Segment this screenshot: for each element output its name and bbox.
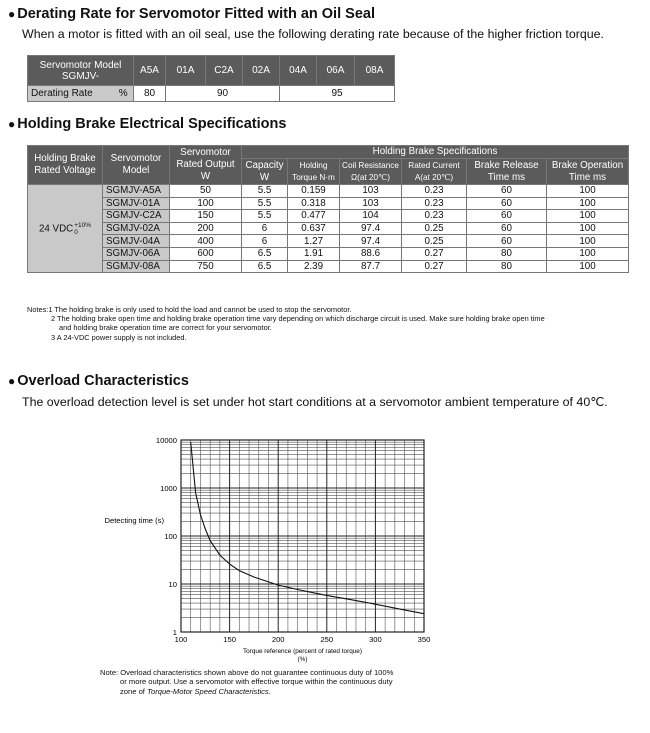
overload-title-text: Overload Characteristics (17, 373, 189, 389)
derating-header-line2: SGMJV- (61, 70, 100, 82)
table-cell: 2.39 (288, 260, 340, 273)
table-cell: SGMJV-08A (103, 260, 170, 273)
table-cell: 0.23 (402, 185, 467, 198)
derating-subtitle: When a motor is fitted with an oil seal, use the following derating rate because of the higher friction torque. (22, 27, 604, 41)
header-line: Ω(at 20℃) (351, 172, 390, 182)
header-line: Servomotor (180, 147, 231, 158)
table-cell: 60 (467, 235, 547, 248)
table-cell: 87.7 (340, 260, 402, 273)
derating-header-line1: Servomotor Model (39, 59, 122, 71)
header-line: Capacity (245, 159, 284, 171)
brake-notes (27, 305, 545, 342)
table-cell: 100 (547, 210, 629, 223)
table-row (28, 235, 629, 248)
header-voltage (28, 146, 103, 185)
table-cell: 0.23 (402, 210, 467, 223)
table-row (28, 185, 629, 198)
derating-row-label: Derating Rate (28, 86, 114, 102)
x-tick-label: 300 (369, 635, 382, 644)
table-cell: 97.4 (340, 222, 402, 235)
y-tick-label: 10 (168, 580, 177, 589)
derating-header-row (28, 56, 395, 86)
derating-value: 95 (280, 86, 395, 102)
derating-model-cell: 04A (280, 56, 317, 86)
table-cell: 50 (170, 185, 242, 198)
derating-model-cell: 01A (166, 56, 206, 86)
header-capacity (242, 159, 288, 185)
table-row (28, 197, 629, 210)
derating-value-row (28, 86, 395, 102)
header-line: Rated Output (176, 159, 235, 170)
table-cell: SGMJV-A5A (103, 185, 170, 198)
table-cell: 103 (340, 185, 402, 198)
table-cell: SGMJV-02A (103, 222, 170, 235)
table-cell: 100 (547, 222, 629, 235)
header-line: Rated Current (408, 160, 460, 170)
derating-model-cell: 08A (355, 56, 395, 86)
header-line: Brake Release (474, 159, 539, 171)
table-cell: 600 (170, 247, 242, 260)
derating-model-header (28, 56, 134, 86)
table-cell: 6.5 (242, 247, 288, 260)
table-cell: 88.6 (340, 247, 402, 260)
table-cell: 0.318 (288, 197, 340, 210)
x-tick-labels (175, 635, 431, 644)
brake-header-row-1 (28, 146, 629, 159)
header-model (103, 146, 170, 185)
table-cell: 0.477 (288, 210, 340, 223)
header-line: W (259, 171, 270, 183)
table-cell: 200 (170, 222, 242, 235)
table-cell: 60 (467, 197, 547, 210)
header-line: Time ms (568, 171, 607, 183)
y-tick-label: 1 (172, 628, 177, 637)
table-cell: 104 (340, 210, 402, 223)
table-cell: 6 (242, 222, 288, 235)
brake-section-title (8, 116, 286, 132)
table-cell: SGMJV-C2A (103, 210, 170, 223)
x-tick-label: 150 (223, 635, 236, 644)
overload-subtitle: The overload detection level is set under hot start conditions at a servomotor ambient temperature of 40℃. (22, 395, 608, 409)
table-cell: 5.5 (242, 210, 288, 223)
note-line: 3 A 24-VDC power supply is not included. (51, 332, 187, 342)
note-text: . (268, 686, 271, 696)
table-cell: 0.27 (402, 247, 467, 260)
derating-section-title (8, 6, 375, 22)
header-line: Brake Operation (551, 159, 624, 171)
table-cell: SGMJV-06A (103, 247, 170, 260)
table-cell: SGMJV-01A (103, 197, 170, 210)
table-cell: 6.5 (242, 260, 288, 273)
header-line: Time ms (487, 171, 526, 183)
table-cell: 0.25 (402, 222, 467, 235)
table-cell: 97.4 (340, 235, 402, 248)
table-cell: 1.91 (288, 247, 340, 260)
derating-model-cell: 06A (317, 56, 355, 86)
table-cell: 750 (170, 260, 242, 273)
table-row (28, 210, 629, 223)
table-cell: 0.637 (288, 222, 340, 235)
tolerance-minus: 0 (74, 228, 78, 236)
derating-value: 80 (134, 86, 166, 102)
table-cell: 0.25 (402, 235, 467, 248)
table-cell: 1.27 (288, 235, 340, 248)
voltage-cell (28, 185, 103, 273)
x-tick-label: 100 (174, 635, 188, 644)
x-tick-label: 350 (417, 635, 431, 644)
overload-section-title (8, 373, 189, 389)
header-current (402, 159, 467, 185)
table-cell: 150 (170, 210, 242, 223)
table-cell: 100 (547, 260, 629, 273)
header-operation (547, 159, 629, 185)
header-line: Servomotor (110, 153, 162, 164)
header-group: Holding Brake Specifications (242, 146, 629, 159)
voltage-value: 24 VDC (38, 223, 74, 235)
table-cell: 100 (170, 197, 242, 210)
table-cell: 103 (340, 197, 402, 210)
table-cell: SGMJV-04A (103, 235, 170, 248)
header-line: Rated Voltage (34, 165, 96, 176)
y-tick-label: 10000 (155, 436, 177, 445)
table-cell: 6 (242, 235, 288, 248)
header-torque (288, 159, 340, 185)
table-cell: 5.5 (242, 197, 288, 210)
note-line: and holding brake operation time are correct for your servomotor. (59, 323, 272, 333)
table-cell: 80 (467, 247, 547, 260)
table-cell: 0.23 (402, 197, 467, 210)
table-cell: 0.159 (288, 185, 340, 198)
header-release (467, 159, 547, 185)
header-line: Torque N·m (292, 172, 335, 182)
note-line: or more output. Use a servomotor with effective torque within the continuous duty (120, 677, 393, 687)
table-row (28, 247, 629, 260)
table-cell: 100 (547, 197, 629, 210)
x-tick-label: 250 (320, 635, 334, 644)
table-cell: 60 (467, 210, 547, 223)
overload-chart (0, 420, 650, 670)
note-italic: Torque-Motor Speed Characteristics (147, 686, 269, 696)
derating-value: 90 (166, 86, 280, 102)
tolerance-plus: +10% (74, 221, 92, 229)
bullet-icon: ● (8, 117, 16, 131)
note-line: 2 The holding brake open time and holding brake operation time vary depending on which discharge circuit is used. Make sure holding brake open time (51, 314, 545, 324)
bullet-icon: ● (8, 7, 16, 21)
derating-model-cell: C2A (206, 56, 243, 86)
table-cell: 80 (467, 260, 547, 273)
derating-title-text: Derating Rate for Servomotor Fitted with an Oil Seal (17, 6, 375, 22)
table-row (28, 260, 629, 273)
note-line: Notes:1 The holding brake is only used to hold the load and cannot be used to stop the servomotor. (27, 305, 352, 314)
table-cell: 60 (467, 222, 547, 235)
overload-note (100, 668, 393, 696)
bullet-icon: ● (8, 374, 16, 388)
table-cell: 100 (547, 235, 629, 248)
y-tick-label: 1000 (160, 484, 177, 493)
brake-title-text: Holding Brake Electrical Specifications (17, 116, 287, 132)
derating-unit: % (114, 86, 134, 102)
derating-model-cell: A5A (134, 56, 166, 86)
voltage-tolerance (74, 222, 91, 236)
table-cell: 0.27 (402, 260, 467, 273)
header-line: W (200, 171, 211, 182)
header-resistance (340, 159, 402, 185)
header-line: Model (122, 165, 150, 176)
header-line: Coil Resistance (342, 160, 399, 170)
table-cell: 100 (547, 185, 629, 198)
y-axis-label: Detecting time (s) (104, 516, 164, 525)
header-line: A(at 20℃) (414, 172, 454, 182)
table-row (28, 222, 629, 235)
header-line: Holding Brake (34, 153, 96, 164)
x-axis-unit: (%) (297, 656, 308, 663)
table-cell: 100 (547, 247, 629, 260)
y-tick-label: 100 (164, 532, 177, 541)
table-cell: 5.5 (242, 185, 288, 198)
note-text: zone of (120, 686, 148, 696)
x-tick-label: 200 (271, 635, 285, 644)
x-axis-label: Torque reference (percent of rated torque) (242, 648, 363, 655)
y-tick-labels (156, 436, 177, 637)
header-line: Holding (299, 160, 328, 170)
derating-model-cell: 02A (243, 56, 280, 86)
header-output (170, 146, 242, 185)
note-line (100, 687, 393, 696)
note-line: Note: Overload characteristics shown above do not guarantee continuous duty of 100% (100, 668, 394, 677)
table-cell: 400 (170, 235, 242, 248)
table-cell: 60 (467, 185, 547, 198)
derating-table (27, 55, 395, 102)
brake-table (27, 145, 629, 273)
